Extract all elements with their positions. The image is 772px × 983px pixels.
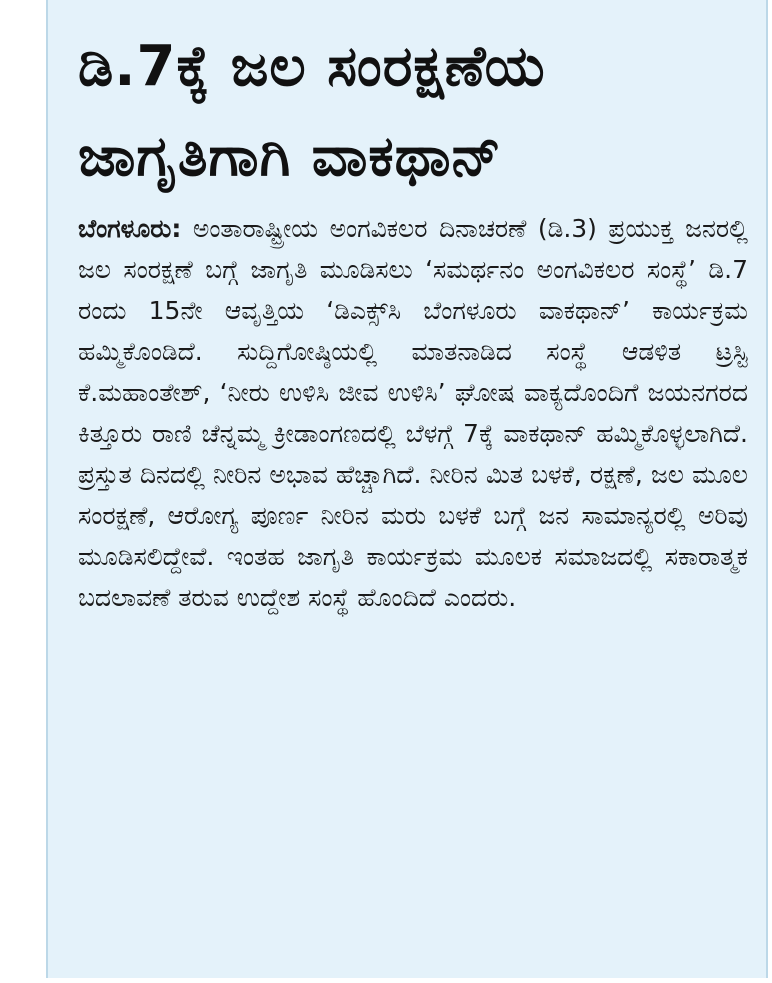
article-dateline: ಬೆಂಗಳೂರು: xyxy=(78,214,182,243)
article-body xyxy=(48,202,766,618)
article-headline: ಡಿ.7ಕ್ಕೆ ಜಲ ಸಂರಕ್ಷಣೆಯ ಜಾಗೃತಿಗಾಗಿ ವಾಕಥಾನ್ xyxy=(78,34,546,189)
newspaper-clipping xyxy=(46,0,768,978)
article-body-text: ಅಂತಾರಾಷ್ಟ್ರೀಯ ಅಂಗವಿಕಲರ ದಿನಾಚರಣೆ (ಡಿ.3) ಪ್ರಯುಕ್ತ ಜನರಲ್ಲಿ ಜಲ ಸಂರಕ್ಷಣೆ ಬಗ್ಗೆ ಜಾಗೃತಿ ಮೂಡಿಸಲು ‘ಸಮರ್ಥನಂ ಅಂಗವಿಕಲರ ಸಂಸ್ಥೆ’ ಡಿ.7 ರಂದು 15ನೇ ಆವೃತ್ತಿಯ ‘ಡಿಎಕ್ಸ್‌ಸಿ ಬೆಂಗಳೂರು ವಾಕಥಾನ್’ ಕಾರ್ಯಕ್ರಮ ಹಮ್ಮಿಕೊಂಡಿದೆ. ಸುದ್ದಿಗೋಷ್ಠಿಯಲ್ಲಿ ಮಾತನಾಡಿದ ಸಂಸ್ಥೆ ಆಡಳಿತ ಟ್ರಸ್ಟಿ ಕೆ.ಮಹಾಂತೇಶ್, ‘ನೀರು ಉಳಿಸಿ ಜೀವ ಉಳಿಸಿ’ ಘೋಷ ವಾಕ್ಯದೊಂದಿಗೆ ಜಯನಗರದ ಕಿತ್ತೂರು ರಾಣಿ ಚೆನ್ನಮ್ಮ ಕ್ರೀಡಾಂಗಣದಲ್ಲಿ ಬೆಳಗ್ಗೆ 7ಕ್ಕೆ ವಾಕಥಾನ್ ಹಮ್ಮಿಕೊಳ್ಳಲಾಗಿದೆ. ಪ್ರಸ್ತುತ ದಿನದಲ್ಲಿ ನೀರಿನ ಅಭಾವ ಹೆಚ್ಚಾಗಿದೆ. ನೀರಿನ ಮಿತ ಬಳಕೆ, ರಕ್ಷಣೆ, ಜಲ ಮೂಲ ಸಂರಕ್ಷಣೆ, ಆರೋಗ್ಯ ಪೂರ್ಣ ನೀರಿನ ಮರು ಬಳಕೆ ಬಗ್ಗೆ ಜನ ಸಾಮಾನ್ಯರಲ್ಲಿ ಅರಿವು ಮೂಡಿಸಲಿದ್ದೇವೆ. ಇಂತಹ ಜಾಗೃತಿ ಕಾರ್ಯಕ್ರಮ ಮೂಲಕ ಸಮಾಜದಲ್ಲಿ ಸಕಾರಾತ್ಮಕ ಬದಲಾವಣೆ ತರುವ ಉದ್ದೇಶ ಸಂಸ್ಥೆ ಹೊಂದಿದೆ ಎಂದರು. xyxy=(78,214,748,612)
